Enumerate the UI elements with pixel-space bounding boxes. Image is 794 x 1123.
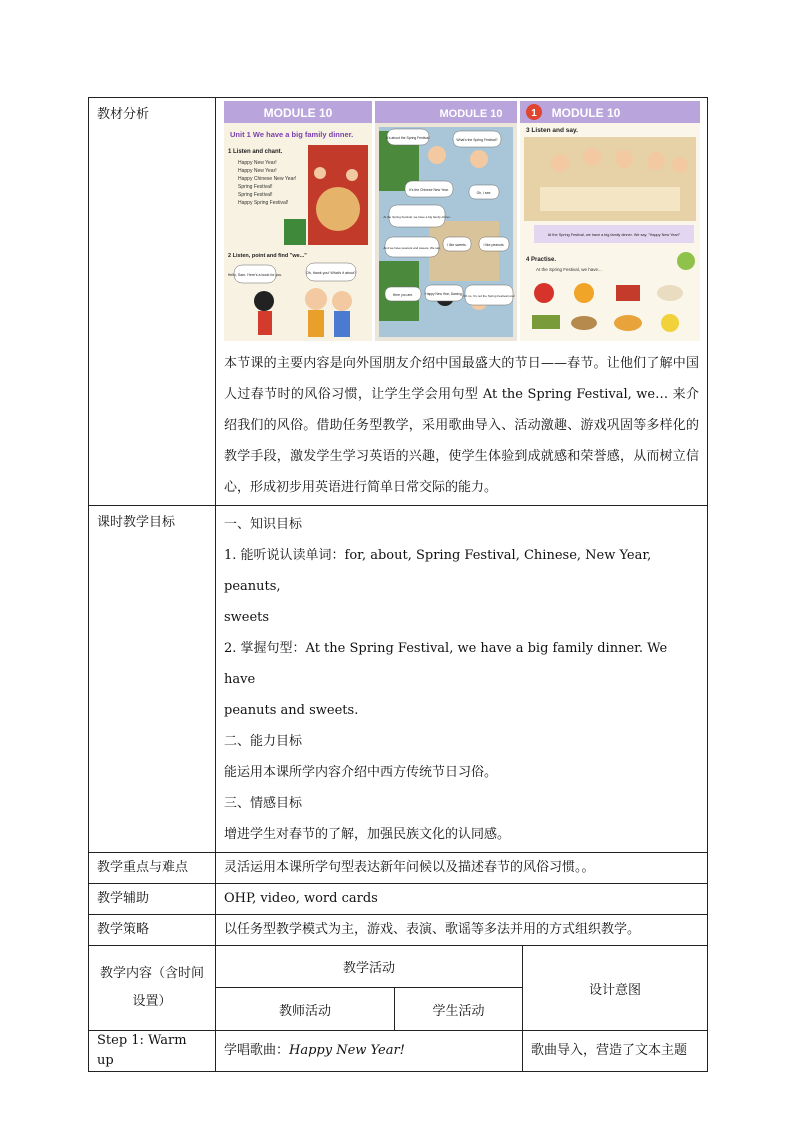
food-oranges xyxy=(574,283,594,303)
textbook-page-right xyxy=(520,101,700,341)
objective-line: 增进学生对春节的了解，加强民族文化的认同感。 xyxy=(224,827,511,842)
row-strategy xyxy=(89,915,708,946)
analysis-content xyxy=(216,98,708,506)
objective-line: 1. 能听说认读单词：for, about, Spring Festival, Chinese, New Year, peanuts, xyxy=(224,548,652,594)
objectives-content xyxy=(216,506,708,853)
svg-text:Oh no. It's not the Spring Fes: Oh no. It's not the Spring Festival now! xyxy=(463,294,515,298)
header-student-activity: 学生活动 xyxy=(395,988,523,1031)
module-title-middle: MODULE 10 xyxy=(439,108,503,120)
svg-text:It's about the Spring Festival: It's about the Spring Festival. xyxy=(386,136,430,140)
food-apple xyxy=(534,283,554,303)
label-strategy: 教学策略 xyxy=(89,915,216,946)
svg-text:At the Spring Festival, we hav: At the Spring Festival, we have a big family dinner. xyxy=(383,215,451,219)
key-points-value: 灵活运用本课所学句型表达新年问候以及描述春节的风俗习惯。。 xyxy=(216,853,708,884)
row-step-1 xyxy=(89,1031,708,1072)
svg-text:And we have peanuts and sweets: And we have peanuts and sweets. We say, xyxy=(383,246,441,250)
svg-text:Hello, Sam. Here's a book for: Hello, Sam. Here's a book for you. xyxy=(227,273,283,277)
aids-value: OHP, video, word cards xyxy=(216,884,708,915)
label-key-points: 教学重点与难点 xyxy=(89,853,216,884)
svg-text:Happy New Year, Daming.: Happy New Year, Daming. xyxy=(425,292,463,296)
objective-heading-knowledge: 一、知识目标 xyxy=(224,517,303,532)
svg-text:I like peanuts.: I like peanuts. xyxy=(483,243,505,247)
practise-line: At the Spring Festival, we have... xyxy=(536,267,602,272)
svg-text:Oh, thank you! What's it about: Oh, thank you! What's it about? xyxy=(305,271,357,275)
analysis-paragraph: 本节课的主要内容是向外国朋友介绍中国最盛大的节日——春节。让他们了解中国人过春节时的风俗习惯，让学生学会用句型 At the Spring Festival, we… 来介绍我们的风俗。借助任务型教学，采用歌曲导入、活动激趣、游戏巩固等多样化的教学手段，激发学生学习英语的兴趣，使学生体验到成就感和荣誉感，从而树立信心，形成初步用英语进行简单日常交际的能力。 xyxy=(224,356,700,495)
label-process-content: 教学内容（含时间设置） xyxy=(89,946,216,1031)
label-step-1: Step 1: Warm up xyxy=(89,1031,216,1072)
activity-3-label: 3 Listen and say. xyxy=(526,127,578,134)
food-lemons xyxy=(661,314,679,332)
activity-4-label: 4 Practise. xyxy=(526,257,557,263)
scene-caption: At the Spring Festival, we have a big family dinner. We say, "Happy New Year!" xyxy=(547,233,681,237)
label-textbook-analysis: 教材分析 xyxy=(89,98,216,506)
chant-line: Happy Spring Festival! xyxy=(238,200,289,206)
unit-badge: 1 xyxy=(531,108,537,119)
row-process-header xyxy=(89,946,708,988)
module-title-right: MODULE 10 xyxy=(551,106,621,120)
svg-text:It's the Chinese New Year.: It's the Chinese New Year. xyxy=(409,188,449,192)
food-sweets xyxy=(532,315,560,329)
chant-line: Happy Chinese New Year! xyxy=(238,176,297,182)
lesson-plan-table xyxy=(88,97,708,1072)
objective-line: sweets xyxy=(224,610,270,625)
food-dumplings xyxy=(657,285,683,301)
header-teacher-activity: 教师活动 xyxy=(216,988,395,1031)
module-title-left: MODULE 10 xyxy=(263,106,333,120)
character-head xyxy=(254,291,274,311)
character-head xyxy=(305,288,327,310)
objective-line: peanuts and sweets. xyxy=(224,703,359,718)
step-1-intent: 歌曲导入，营造了文本主题 xyxy=(523,1031,708,1072)
row-objectives xyxy=(89,506,708,853)
food-peanuts xyxy=(571,316,597,330)
song-prefix: 学唱歌曲： xyxy=(224,1043,290,1058)
header-design-intent: 设计意图 xyxy=(523,946,708,1031)
label-aids: 教学辅助 xyxy=(89,884,216,915)
activity-1-label: 1 Listen and chant. xyxy=(228,149,283,155)
song-title: Happy New Year! xyxy=(289,1043,405,1058)
step-1-teacher-activity xyxy=(216,1031,523,1072)
chant-line: Spring Festival! xyxy=(238,192,273,198)
strategy-value: 以任务型教学模式为主，游戏、表演、歌谣等多法并用的方式组织教学。 xyxy=(216,915,708,946)
row-aids xyxy=(89,884,708,915)
objective-heading-emotion: 三、情感目标 xyxy=(224,796,303,811)
svg-text:What's the Spring Festival?: What's the Spring Festival? xyxy=(456,138,498,142)
objective-heading-ability: 二、能力目标 xyxy=(224,734,303,749)
objective-line: 能运用本课所学内容介绍中西方传统节日习俗。 xyxy=(224,765,498,780)
textbook-page-middle xyxy=(375,101,517,341)
textbook-images xyxy=(224,98,699,344)
svg-text:Here you are.: Here you are. xyxy=(392,293,414,297)
unit-title-left: Unit 1 We have a big family dinner. xyxy=(230,130,354,139)
svg-text:I like sweets.: I like sweets. xyxy=(447,243,467,247)
objective-line: 2. 掌握句型：At the Spring Festival, we have a big family dinner. We have xyxy=(224,641,668,687)
chant-line: Happy New Year! xyxy=(238,160,277,166)
row-key-points xyxy=(89,853,708,884)
food-plate xyxy=(614,315,642,331)
header-activities: 教学活动 xyxy=(216,946,523,988)
svg-text:Oh, I see.: Oh, I see. xyxy=(476,191,492,195)
row-textbook-analysis xyxy=(89,98,708,506)
chant-line: Happy New Year! xyxy=(238,168,277,174)
textbook-page-left xyxy=(224,101,372,341)
label-objectives: 课时教学目标 xyxy=(89,506,216,853)
food-dish xyxy=(616,285,640,301)
chant-line: Spring Festival! xyxy=(238,184,273,190)
activity-2-label: 2 Listen, point and find "we..." xyxy=(228,253,307,259)
